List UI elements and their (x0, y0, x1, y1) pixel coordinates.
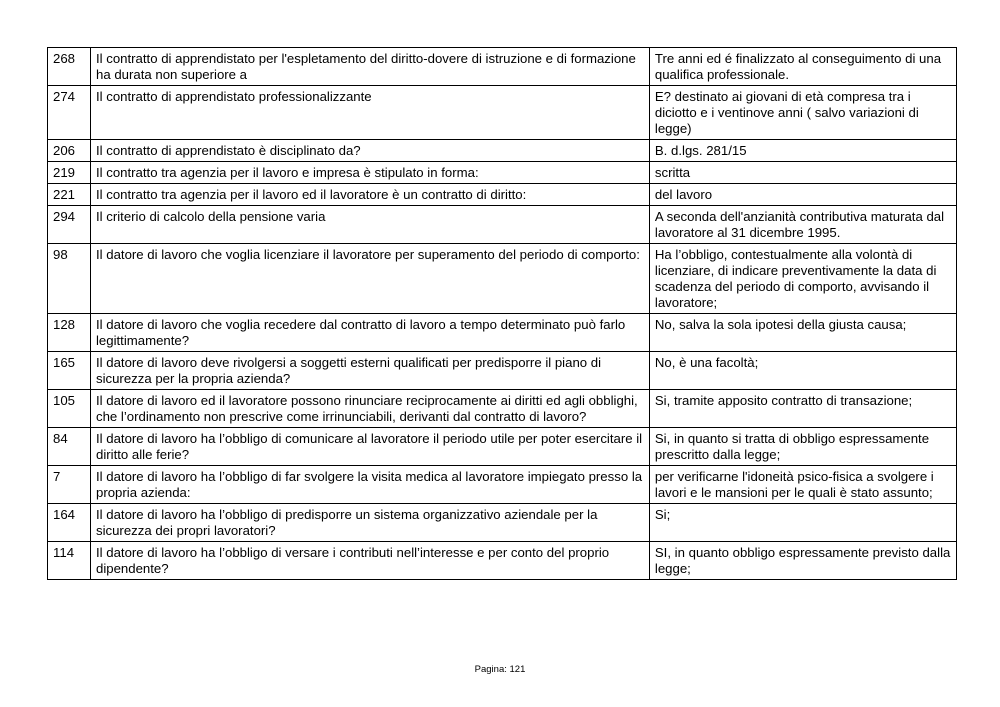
row-number: 7 (48, 466, 91, 504)
table-row (48, 140, 957, 162)
answer-text: Si; (649, 504, 956, 542)
table-row (48, 390, 957, 428)
row-number: 105 (48, 390, 91, 428)
answer-text: per verificarne l'idoneità psico-fisica a svolgere i lavori e le mansioni per le quali è stato assunto; (649, 466, 956, 504)
table-row (48, 86, 957, 140)
question-text: Il contratto tra agenzia per il lavoro e impresa è stipulato in forma: (90, 162, 649, 184)
row-number: 98 (48, 244, 91, 314)
row-number: 294 (48, 206, 91, 244)
answer-text: Tre anni ed é finalizzato al conseguimento di una qualifica professionale. (649, 48, 956, 86)
answer-text: scritta (649, 162, 956, 184)
table-row (48, 466, 957, 504)
row-number: 221 (48, 184, 91, 206)
answer-text: No, salva la sola ipotesi della giusta causa; (649, 314, 956, 352)
row-number: 274 (48, 86, 91, 140)
question-answer-table (47, 47, 957, 580)
row-number: 164 (48, 504, 91, 542)
table-row (48, 184, 957, 206)
question-text: Il datore di lavoro ha l’obbligo di comunicare al lavoratore il periodo utile per poter esercitare il diritto alle ferie? (90, 428, 649, 466)
answer-text: B. d.lgs. 281/15 (649, 140, 956, 162)
table-row (48, 162, 957, 184)
table-row (48, 428, 957, 466)
answer-text: Si, tramite apposito contratto di transazione; (649, 390, 956, 428)
row-number: 219 (48, 162, 91, 184)
table-row (48, 314, 957, 352)
question-text: Il datore di lavoro che voglia licenziare il lavoratore per superamento del periodo di comporto: (90, 244, 649, 314)
question-text: Il criterio di calcolo della pensione varia (90, 206, 649, 244)
page-number-footer: Pagina: 121 (474, 664, 526, 675)
row-number: 128 (48, 314, 91, 352)
table-row (48, 48, 957, 86)
question-text: Il contratto di apprendistato è disciplinato da? (90, 140, 649, 162)
row-number: 165 (48, 352, 91, 390)
answer-text: del lavoro (649, 184, 956, 206)
row-number: 84 (48, 428, 91, 466)
row-number: 268 (48, 48, 91, 86)
table-row (48, 206, 957, 244)
answer-text: A seconda dell'anzianità contributiva maturata dal lavoratore al 31 dicembre 1995. (649, 206, 956, 244)
question-text: Il datore di lavoro ed il lavoratore possono rinunciare reciprocamente ai diritti ed agli obblighi, che l’ordinamento non prescrive come irrinunciabili, derivanti dal contratto di lavoro? (90, 390, 649, 428)
table-row (48, 352, 957, 390)
table-row (48, 542, 957, 580)
question-text: Il datore di lavoro che voglia recedere dal contratto di lavoro a tempo determinato può farlo legittimamente? (90, 314, 649, 352)
question-text: Il contratto tra agenzia per il lavoro ed il lavoratore è un contratto di diritto: (90, 184, 649, 206)
table-row (48, 504, 957, 542)
answer-text: Si, in quanto si tratta di obbligo espressamente prescritto dalla legge; (649, 428, 956, 466)
row-number: 206 (48, 140, 91, 162)
question-text: Il datore di lavoro ha l’obbligo di far svolgere la visita medica al lavoratore impiegato presso la propria azienda: (90, 466, 649, 504)
question-text: Il contratto di apprendistato per l'espletamento del diritto-dovere di istruzione e di formazione ha durata non superiore a (90, 48, 649, 86)
answer-text: Ha l’obbligo, contestualmente alla volontà di licenziare, di indicare preventivamente la data di scadenza del periodo di comporto, avvisando il lavoratore; (649, 244, 956, 314)
row-number: 114 (48, 542, 91, 580)
question-text: Il contratto di apprendistato professionalizzante (90, 86, 649, 140)
question-text: Il datore di lavoro deve rivolgersi a soggetti esterni qualificati per predisporre il piano di sicurezza per la propria azienda? (90, 352, 649, 390)
question-text: Il datore di lavoro ha l’obbligo di versare i contributi nell’interesse e per conto del proprio dipendente? (90, 542, 649, 580)
answer-text: No, è una facoltà; (649, 352, 956, 390)
question-text: Il datore di lavoro ha l’obbligo di predisporre un sistema organizzativo aziendale per la sicurezza dei propri lavoratori? (90, 504, 649, 542)
answer-text: E? destinato ai giovani di età compresa tra i diciotto e i ventinove anni ( salvo variazioni di legge) (649, 86, 956, 140)
table-row (48, 244, 957, 314)
answer-text: SI, in quanto obbligo espressamente previsto dalla legge; (649, 542, 956, 580)
